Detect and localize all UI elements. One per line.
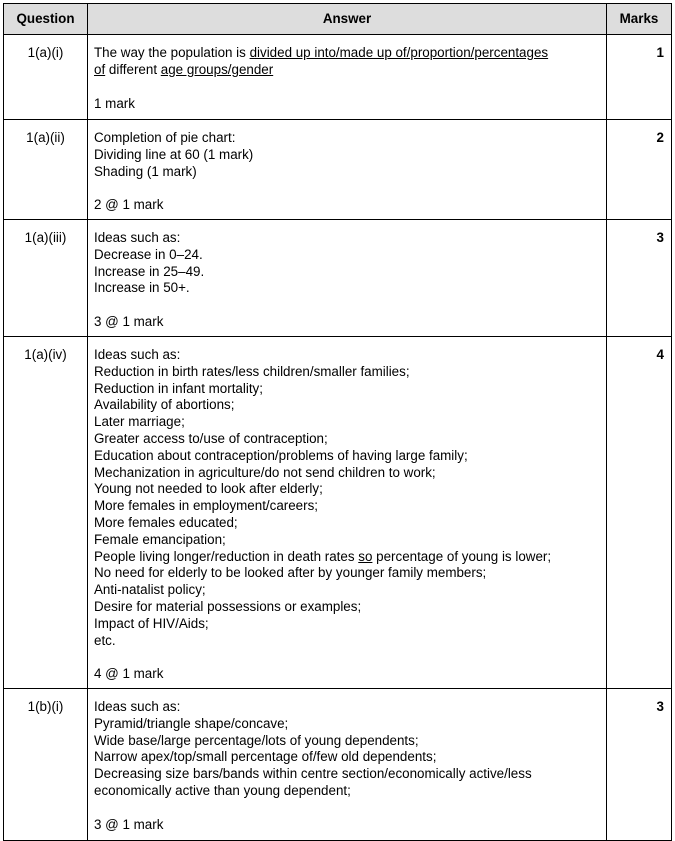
answer-text-underlined: divided up into/made up of/proportion/percentages <box>249 45 549 60</box>
answer-text: People living longer/reduction in death rates <box>94 548 359 564</box>
answer-line: Ideas such as: <box>94 699 181 714</box>
answer-text-underlined: of <box>94 61 106 77</box>
table-header-row <box>4 4 672 35</box>
column-header-answer: Answer <box>88 4 607 35</box>
question-number: 1(a)(ii) <box>4 120 88 220</box>
marks-value: 3 <box>607 689 672 841</box>
answer-line <box>94 549 601 566</box>
answer-line <box>94 45 601 62</box>
marks-value: 3 <box>607 220 672 337</box>
answer-line: Increase in 25–49. <box>94 263 205 279</box>
answer-line: Education about contraception/problems of having large family; <box>94 447 468 463</box>
marks-value: 2 <box>607 120 672 220</box>
answer-line: Later marriage; <box>94 414 185 430</box>
question-number: 1(b)(i) <box>4 689 88 841</box>
answer-line: Female emancipation; <box>94 531 226 547</box>
answer-text: percentage of young is lower; <box>372 548 552 564</box>
table-row <box>4 337 672 689</box>
answer-line: Wide base/large percentage/lots of young dependents; <box>94 732 419 748</box>
answer-cell <box>88 337 607 689</box>
answer-line: More females in employment/careers; <box>94 498 319 514</box>
answer-line: Young not needed to look after elderly; <box>94 481 323 497</box>
answer-line: etc. <box>94 632 116 648</box>
answer-line: Ideas such as: <box>94 230 181 245</box>
answer-cell <box>88 689 607 841</box>
answer-cell <box>88 220 607 337</box>
mark-allocation: 3 @ 1 mark <box>94 816 164 832</box>
answer-line: No need for elderly to be looked after by younger family members; <box>94 565 487 581</box>
mark-allocation: 2 @ 1 mark <box>94 197 164 213</box>
answer-line: Completion of pie chart: <box>94 130 236 145</box>
question-number: 1(a)(iv) <box>4 337 88 689</box>
table-row <box>4 120 672 220</box>
question-number: 1(a)(i) <box>4 35 88 120</box>
answer-line: More females educated; <box>94 514 238 530</box>
column-header-marks: Marks <box>607 4 672 35</box>
answer-line <box>94 62 601 79</box>
answer-line: Shading (1 mark) <box>94 163 197 179</box>
table-row <box>4 220 672 337</box>
marks-value: 4 <box>607 337 672 689</box>
answer-line: Greater access to/use of contraception; <box>94 430 328 446</box>
column-header-question: Question <box>4 4 88 35</box>
answer-line: Decrease in 0–24. <box>94 246 203 262</box>
answer-line: Reduction in birth rates/less children/smaller families; <box>94 363 410 379</box>
answer-line: Reduction in infant mortality; <box>94 380 263 396</box>
answer-line: Impact of HIV/Aids; <box>94 615 209 631</box>
marks-value: 1 <box>607 35 672 120</box>
answer-line: Dividing line at 60 (1 mark) <box>94 146 254 162</box>
mark-allocation: 3 @ 1 mark <box>94 314 164 330</box>
answer-text: The way the population is <box>94 45 250 60</box>
answer-line: Decreasing size bars/bands within centre section/economically active/less <box>94 766 532 782</box>
question-number: 1(a)(iii) <box>4 220 88 337</box>
mark-allocation: 4 @ 1 mark <box>94 666 164 682</box>
answer-line: Mechanization in agriculture/do not send children to work; <box>94 464 436 480</box>
answer-line: Anti-natalist policy; <box>94 582 206 598</box>
answer-text: different <box>105 61 161 77</box>
table-row <box>4 689 672 841</box>
answer-line: Increase in 50+. <box>94 280 190 296</box>
table-row <box>4 35 672 120</box>
answer-line: Availability of abortions; <box>94 397 235 413</box>
answer-text-underlined: age groups/gender <box>160 61 274 77</box>
mark-scheme-table <box>3 3 672 841</box>
answer-line: Pyramid/triangle shape/concave; <box>94 715 289 731</box>
answer-cell <box>88 120 607 220</box>
answer-text-underlined: so <box>358 548 373 564</box>
answer-line: Narrow apex/top/small percentage of/few old dependents; <box>94 749 437 765</box>
answer-line: Ideas such as: <box>94 347 181 362</box>
answer-cell <box>88 35 607 120</box>
answer-line: economically active than young dependent; <box>94 782 351 798</box>
answer-line: Desire for material possessions or examples; <box>94 598 362 614</box>
mark-allocation: 1 mark <box>94 95 135 111</box>
